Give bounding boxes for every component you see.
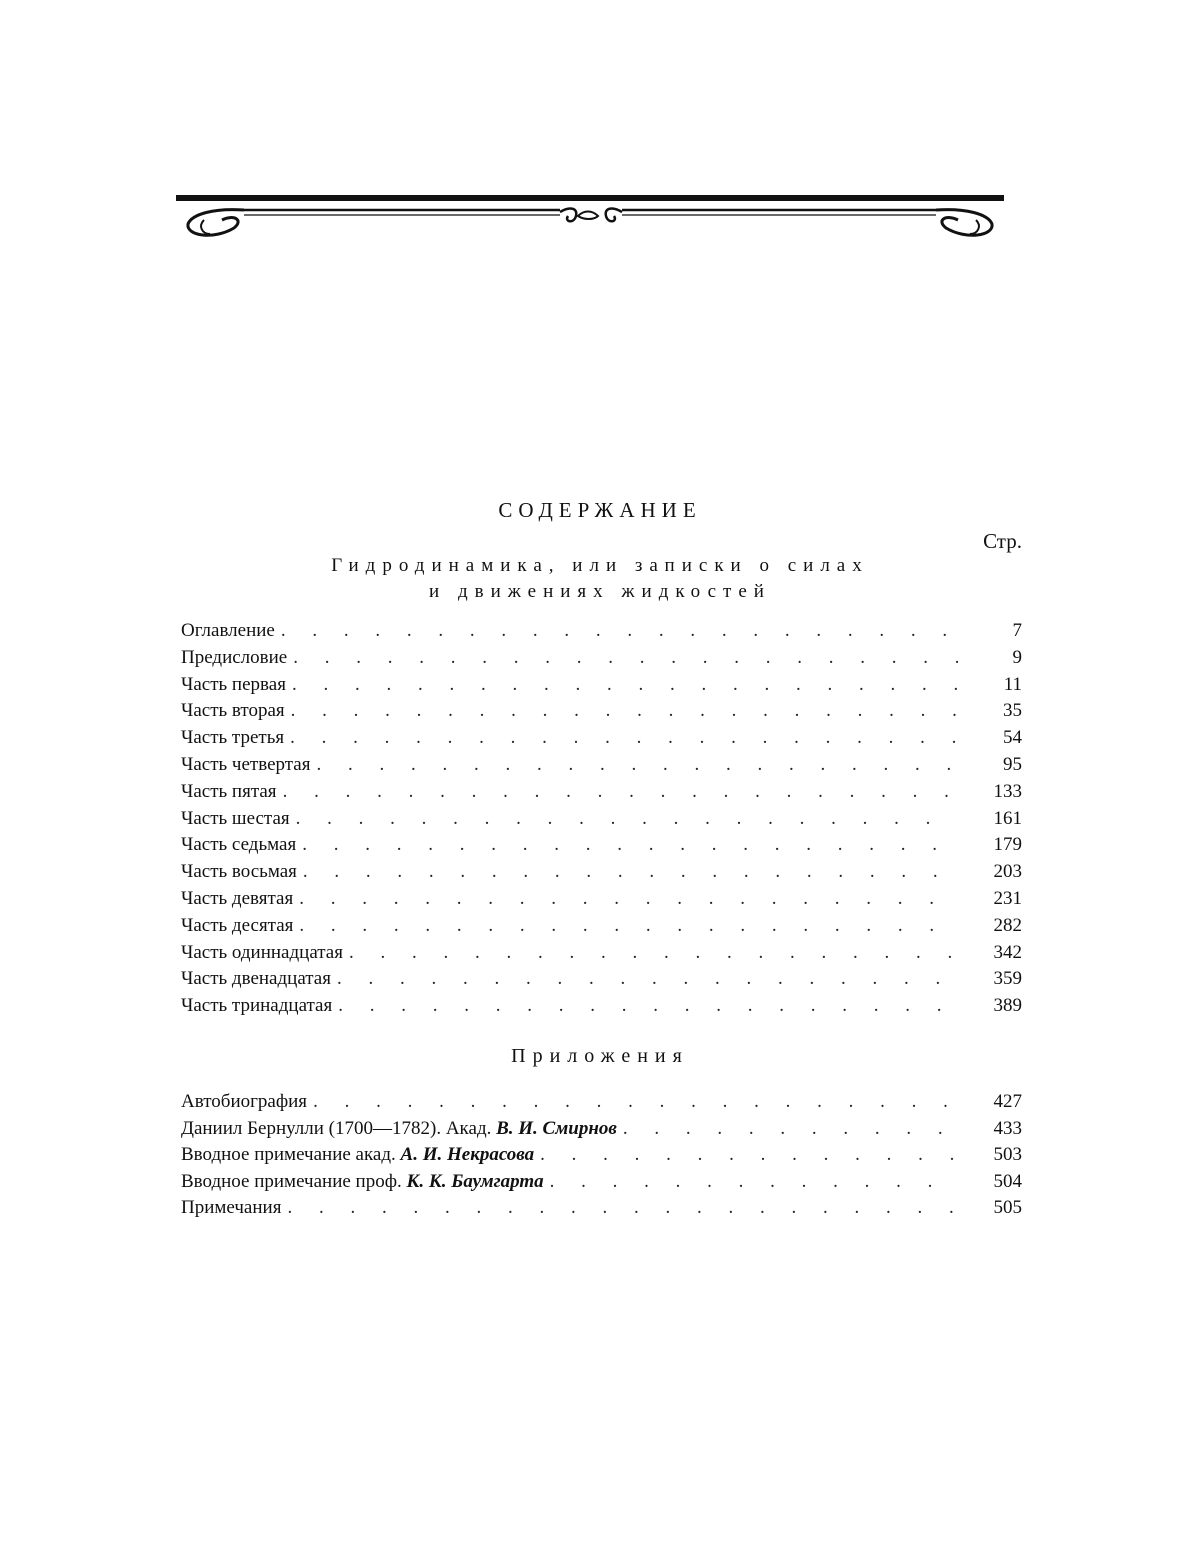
toc-row bbox=[181, 779, 1022, 806]
dot-leader bbox=[299, 913, 958, 940]
section-subtitle-line-1: Гидродинамика, или записки о силах bbox=[331, 555, 869, 576]
toc-page-number: 95 bbox=[1003, 753, 1022, 775]
toc-row bbox=[181, 1169, 1022, 1196]
toc-entry-author: В. И. Смирнов bbox=[496, 1117, 617, 1139]
toc-row bbox=[181, 1116, 1022, 1143]
toc-entry-text: Вводное примечание акад. bbox=[181, 1144, 396, 1165]
appendix-heading: Приложения bbox=[511, 1045, 689, 1067]
toc-row bbox=[181, 672, 1022, 699]
toc-page-number: 389 bbox=[993, 995, 1022, 1017]
dot-leader bbox=[291, 698, 958, 725]
toc-page-number: 505 bbox=[993, 1197, 1022, 1218]
toc-entry-author: А. И. Некрасова bbox=[400, 1144, 535, 1165]
toc-row bbox=[181, 752, 1022, 779]
toc-entry-label: Часть первая bbox=[181, 673, 286, 695]
dot-leader bbox=[290, 725, 958, 752]
toc-row bbox=[181, 913, 1022, 940]
toc-entry-label: Часть пятая bbox=[181, 780, 277, 802]
toc-entry-label: Часть девятая bbox=[181, 887, 294, 909]
dot-leader bbox=[623, 1116, 958, 1143]
toc-row bbox=[181, 618, 1022, 645]
toc-page-number: 9 bbox=[1012, 646, 1022, 668]
toc-entry-label: Часть одиннадцатая bbox=[181, 941, 343, 963]
dot-leader bbox=[283, 779, 958, 806]
toc-page-number: 11 bbox=[1003, 673, 1022, 695]
toc-entry-label: Часть третья bbox=[181, 727, 285, 749]
toc-row bbox=[181, 859, 1022, 886]
section-subtitle-line-2: и движениях жидкостей bbox=[429, 581, 771, 602]
dot-leader bbox=[316, 752, 958, 779]
toc-row bbox=[181, 966, 1022, 993]
toc-row bbox=[181, 725, 1022, 752]
toc-entry-label bbox=[181, 1169, 550, 1196]
toc-page-number: 161 bbox=[993, 807, 1022, 829]
toc-page-number: 504 bbox=[993, 1170, 1022, 1192]
appendix-toc-list bbox=[181, 1089, 1022, 1222]
main-toc-list bbox=[181, 618, 1022, 1020]
toc-entry-label: Часть двенадцатая bbox=[181, 968, 331, 990]
toc-page-number: 203 bbox=[993, 861, 1022, 883]
toc-entry-label bbox=[181, 1142, 540, 1169]
toc-entry-label: Часть тринадцатая bbox=[181, 995, 333, 1017]
toc-entry-label: Часть четвертая bbox=[181, 753, 311, 775]
dot-leader bbox=[292, 672, 958, 699]
toc-page-number: 7 bbox=[1012, 620, 1022, 641]
dot-leader bbox=[299, 886, 958, 913]
toc-entry-label: Часть шестая bbox=[181, 807, 290, 829]
toc-row bbox=[181, 806, 1022, 833]
toc-page-number: 133 bbox=[993, 780, 1022, 802]
dot-leader bbox=[337, 966, 958, 993]
page-column-label: Стр. bbox=[983, 529, 1022, 553]
toc-entry-label: Автобиография bbox=[181, 1091, 308, 1112]
dot-leader bbox=[338, 993, 958, 1020]
toc-page-number: 54 bbox=[1003, 727, 1022, 749]
toc-row bbox=[181, 1142, 1022, 1169]
toc-entry-label: Предисловие bbox=[181, 646, 288, 668]
dot-leader bbox=[540, 1142, 958, 1169]
toc-entry-label: Примечания bbox=[181, 1197, 282, 1218]
toc-row bbox=[181, 645, 1022, 672]
toc-page-number: 503 bbox=[993, 1144, 1022, 1165]
toc-entry-label bbox=[181, 1116, 623, 1143]
toc-entry-author: К. К. Баумгарта bbox=[406, 1170, 544, 1192]
ornamental-header-rule bbox=[174, 190, 1006, 246]
dot-leader bbox=[281, 618, 958, 645]
dot-leader bbox=[302, 832, 958, 859]
toc-page-number: 179 bbox=[993, 834, 1022, 856]
toc-entry-label: Часть восьмая bbox=[181, 861, 297, 883]
toc-entry-text: Даниил Бернулли (1700—1782). Акад. bbox=[181, 1117, 492, 1139]
dot-leader bbox=[349, 940, 958, 967]
toc-row bbox=[181, 1089, 1022, 1116]
toc-page-number: 282 bbox=[993, 914, 1022, 936]
dot-leader bbox=[287, 1195, 958, 1222]
toc-row bbox=[181, 698, 1022, 725]
page-title: СОДЕРЖАНИЕ bbox=[498, 498, 702, 522]
toc-entry-label: Часть десятая bbox=[181, 914, 294, 936]
dot-leader bbox=[296, 806, 958, 833]
toc-row bbox=[181, 886, 1022, 913]
toc-row bbox=[181, 1195, 1022, 1222]
toc-entry-label: Часть вторая bbox=[181, 700, 285, 722]
toc-page-number: 359 bbox=[993, 968, 1022, 990]
dot-leader bbox=[293, 645, 958, 672]
toc-page-number: 433 bbox=[993, 1117, 1022, 1139]
toc-page-number: 427 bbox=[993, 1091, 1022, 1112]
toc-entry-label: Часть седьмая bbox=[181, 834, 297, 856]
toc-row bbox=[181, 993, 1022, 1020]
dot-leader bbox=[303, 859, 958, 886]
toc-page-number: 35 bbox=[1003, 700, 1022, 722]
toc-row bbox=[181, 832, 1022, 859]
toc-page-number: 342 bbox=[993, 941, 1022, 963]
toc-entry-text: Вводное примечание проф. bbox=[181, 1170, 402, 1192]
toc-row bbox=[181, 940, 1022, 967]
toc-entry-label: Оглавление bbox=[181, 620, 275, 641]
dot-leader bbox=[313, 1089, 958, 1116]
dot-leader bbox=[550, 1169, 958, 1196]
toc-page-number: 231 bbox=[993, 887, 1022, 909]
